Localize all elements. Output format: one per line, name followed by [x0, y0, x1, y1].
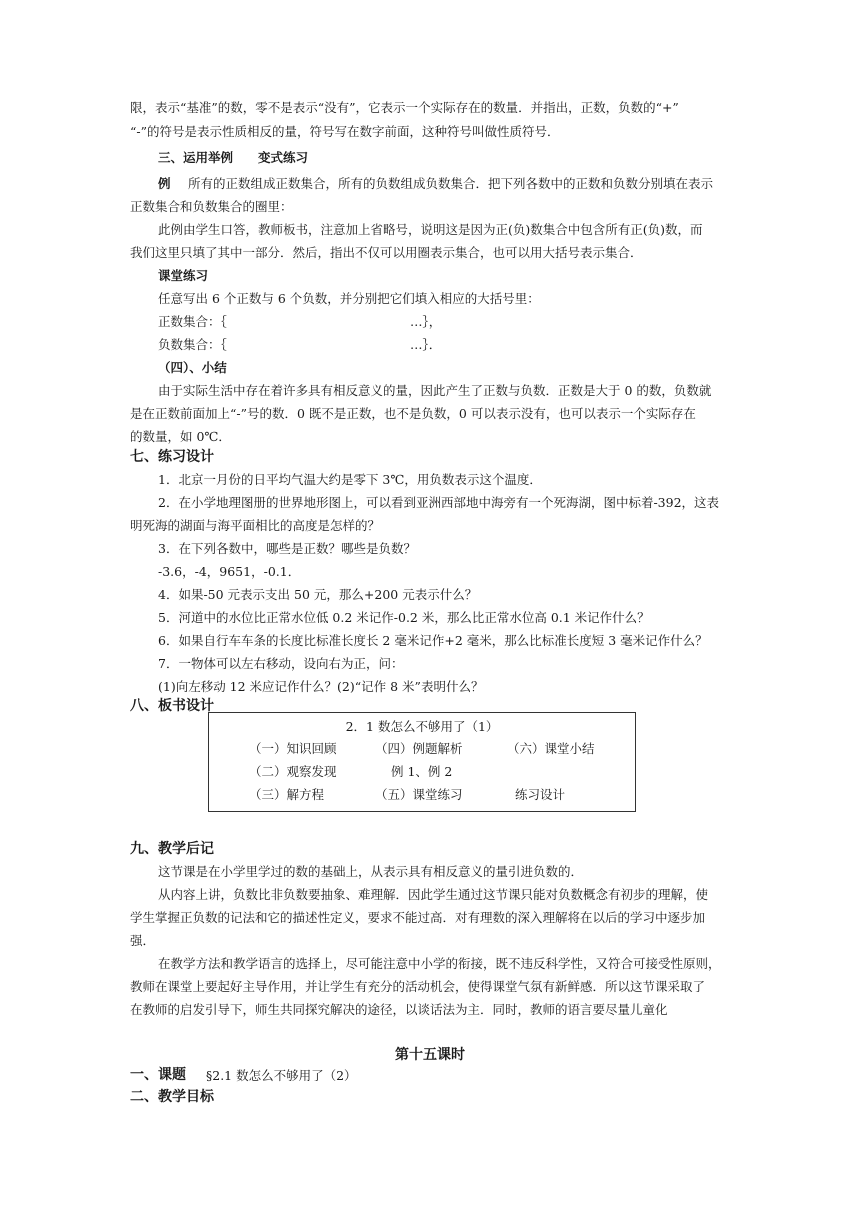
board-design-box: [208, 712, 636, 812]
board-item-practice: （五）课堂练习: [375, 787, 463, 802]
exercise-6: 6．如果自行车车条的长度比标准长度长 2 毫米记作+2 毫米，那么比标准长度短 3 毫米记作什么？: [158, 633, 708, 648]
summary-heading: （四）、小结: [158, 360, 227, 375]
board-item-observe: （二）观察发现: [249, 764, 337, 779]
goals-heading: 二、教学目标: [130, 1089, 214, 1105]
positive-set-label: 正数集合：｛: [158, 314, 227, 329]
summary-line-2: 是在正数前面加上“-”号的数．0 既不是正数，也不是负数，0 可以表示没有，也可以表示一个实际存在: [130, 406, 696, 421]
exercise-3: 3．在下列各数中，哪些是正数？哪些是负数？: [158, 541, 416, 556]
negative-set-label: 负数集合：｛: [158, 337, 227, 352]
exercise-1: 1．北京一月份的日平均气温大约是零下 3℃，用负数表示这个温度．: [158, 472, 542, 487]
example-line-1: 所有的正数组成正数集合，所有的负数组成负数集合．把下列各数中的正数和负数分别填在表示: [188, 176, 714, 191]
reflection-p1: 这节课是在小学里学过的数的基础上，从表示具有相反意义的量引进负数的．: [158, 864, 584, 879]
note-line-1: 此例由学生口答，教师板书，注意加上省略号，说明这是因为正(负)数集合中包含所有正(负)数，而: [158, 222, 703, 237]
exercise-7: 7．一物体可以左右移动，设向右为正，问：: [158, 656, 404, 671]
exercise-2a: 2．在小学地理图册的世界地形图上，可以看到亚洲西部地中海旁有一个死海湖，图中标着-392，这表: [158, 495, 720, 510]
negative-set-end: …｝．: [410, 337, 442, 352]
summary-line-1: 由于实际生活中存在着许多具有相反意义的量，因此产生了正数与负数．正数是大于 0 的数，负数就: [158, 383, 712, 398]
board-item-example-list: 例 1、例 2: [391, 764, 453, 779]
exercise-4: 4．如果-50 元表示支出 50 元，那么+200 元表示什么？: [158, 587, 478, 602]
exercise-2b: 明死海的湖面与海平面相比的高度是怎样的？: [130, 518, 381, 533]
reflection-p3b: 教师在课堂上要起好主导作用，并让学生有充分的活动机会，使得课堂气氛有新鲜感．所以这节课采取了: [130, 979, 706, 994]
reflection-p3a: 在教学方法和教学语言的选择上，尽可能注意中小学的衔接，既不违反科学性，又符合可接受性原则，: [158, 956, 721, 971]
positive-set-end: …｝，: [410, 314, 442, 329]
topic-label: 一、课题: [130, 1067, 186, 1083]
note-line-2: 我们这里只填了其中一部分．然后，指出不仅可以用圈表示集合，也可以用大括号表示集合．: [130, 245, 643, 260]
board-title: 2．1 数怎么不够用了（1）: [345, 719, 499, 734]
board-item-review: （一）知识回顾: [249, 741, 337, 756]
section3-heading: 三、运用举例 变式练习: [158, 150, 309, 165]
exercise-3-numbers: -3.6，-4，9651，-0.1．: [158, 564, 301, 579]
summary-line-3: 的数量，如 0℃．: [130, 429, 231, 444]
lesson-title: 第十五课时: [395, 1047, 465, 1063]
reflection-p2b: 学生掌握正负数的记法和它的描述性定义，要求不能过高．对有理数的深入理解将在以后的学习中逐步加: [130, 910, 706, 925]
reflection-p2a: 从内容上讲，负数比非负数要抽象、难理解．因此学生通过这节课只能对负数概念有初步的理解，使: [158, 887, 709, 902]
exercise-7-sub: (1)向左移动 12 米应记作什么？(2)“记作 8 米”表明什么？: [158, 679, 484, 694]
board-item-equations: （三）解方程: [249, 787, 325, 802]
practice-line: 任意写出 6 个正数与 6 个负数，并分别把它们填入相应的大括号里：: [158, 291, 540, 306]
section8-heading: 八、板书设计: [130, 698, 214, 714]
board-item-summary: （六）课堂小结: [507, 741, 595, 756]
intro-line-1: 限，表示“基准”的数，零不是表示“没有”，它表示一个实际存在的数量．并指出，正数，负数的“+”: [130, 100, 679, 115]
board-item-exercise-design: 练习设计: [515, 787, 566, 802]
example-line-2: 正数集合和负数集合的圈里：: [130, 199, 293, 214]
practice-heading: 课堂练习: [158, 268, 209, 283]
section7-heading: 七、练习设计: [130, 449, 214, 465]
topic-text: §2.1 数怎么不够用了（2）: [206, 1068, 357, 1083]
reflection-p3c: 在教师的启发引导下，师生共同探究解决的途径，以谈话法为主．同时，教师的语言要尽量儿童化: [130, 1002, 668, 1017]
section9-heading: 九、教学后记: [130, 841, 214, 857]
board-item-examples: （四）例题解析: [375, 741, 463, 756]
intro-line-2: “-”的符号是表示性质相反的量，符号写在数字前面，这种符号叫做性质符号．: [130, 124, 560, 139]
exercise-5: 5．河道中的水位比正常水位低 0.2 米记作-0.2 米，那么比正常水位高 0.1 米记作什么？: [158, 610, 650, 625]
reflection-p2c: 强．: [130, 933, 156, 948]
example-label: 例: [158, 176, 171, 191]
